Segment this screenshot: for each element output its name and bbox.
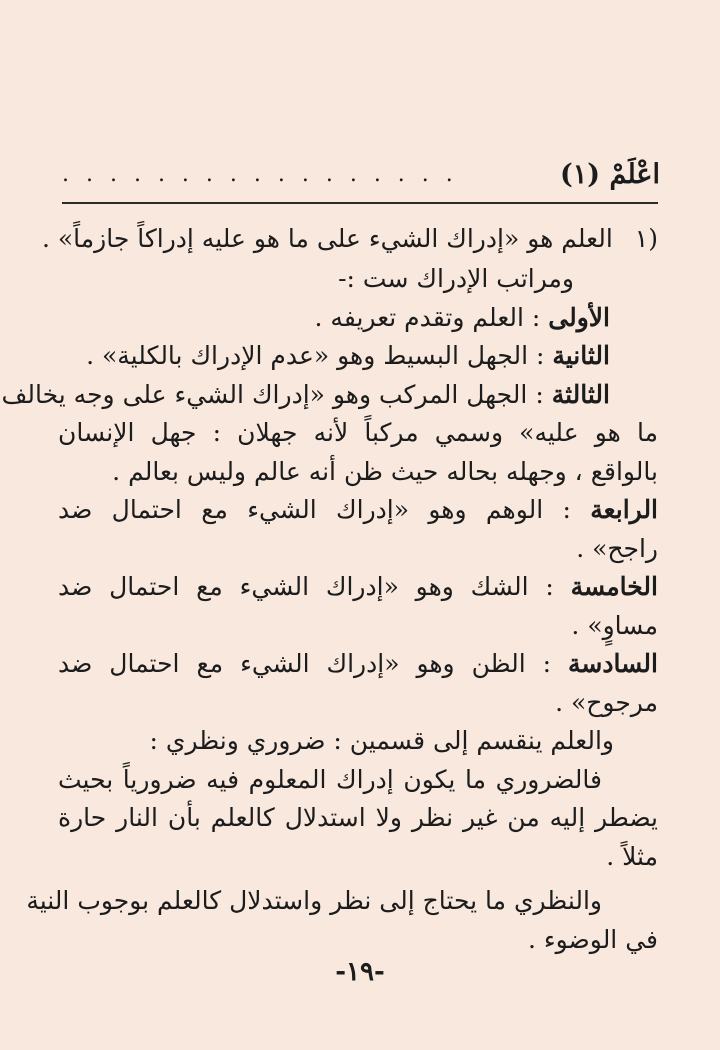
footnote-line-5: [1, 376, 658, 415]
footnote-line-5-text: : الجهل المركب وهو «إدراك الشيء على وجه يخالف: [1, 379, 544, 409]
footnote-line-15-text: فالضروري ما يكون إدراك المعلوم فيه ضرورياً بحيث: [58, 764, 602, 794]
section-heading: [62, 150, 660, 198]
footnote-line-19: [58, 921, 658, 960]
footnote-line-7: [58, 453, 658, 492]
footnote-line-8: [58, 491, 658, 530]
footnote-line-15: [58, 761, 658, 800]
rank-first-label: الأولى: [548, 302, 610, 332]
rank-third-label: الثالثة: [551, 379, 610, 409]
page-number: -١٩-: [335, 957, 385, 987]
rank-fifth-label: الخامسة: [570, 572, 658, 601]
footnote-line-8-text: : الوهم وهو «إدراك الشيء مع احتمال ضد: [58, 495, 571, 524]
rank-second-label: الثانية: [552, 341, 610, 370]
footnote-line-2-text: ومراتب الإدراك ست :-: [338, 264, 574, 293]
footnote-line-3-text: : العلم وتقدم تعريفه .: [314, 302, 541, 332]
footnote-line-6-text: ما هو عليه» وسمي مركباً لأنه جهلان : جهل الإنسان: [58, 418, 658, 447]
footnote-line-17: [58, 838, 658, 877]
footnote-line-10: [58, 568, 658, 607]
rank-sixth-label: السادسة: [568, 649, 658, 678]
footnote-line-14: [58, 722, 658, 761]
footnote-line-12-text: : الظن وهو «إدراك الشيء مع احتمال ضد: [58, 649, 552, 678]
footnote-line-4: [58, 337, 658, 376]
footnote-separator: [62, 202, 658, 204]
footnote-line-16-text: يضطر إليه من غير نظر ولا استدلال كالعلم بأن النار حارة: [58, 803, 658, 832]
heading-dots: . . . . . . . . . . . . . . . . .: [62, 161, 458, 187]
footnote-line-11: [58, 607, 658, 646]
footnote-line-13-text: مرجوح» .: [555, 687, 658, 717]
rank-fourth-label: الرابعة: [590, 495, 659, 524]
footnote-line-18-text: والنظري ما يحتاج إلى نظر واستدلال كالعلم بوجوب النية: [26, 886, 602, 915]
footnote-line-14-text: والعلم ينقسم إلى قسمين : ضروري ونظري :: [149, 726, 614, 755]
footnote-line-11-text: مساوٍ» .: [571, 610, 658, 640]
footnote-line-12: [58, 645, 658, 684]
footnote-line-7-text: بالواقع ، وجهله بحاله حيث ظن أنه عالم وليس بعالم .: [112, 456, 658, 486]
footnote-line-19-text: في الوضوء .: [527, 924, 658, 954]
footnote-line-6: [58, 414, 658, 453]
footnote-line-16: [58, 799, 658, 838]
footnote-marker: (١: [634, 224, 658, 253]
footnote-line-9: [58, 530, 658, 569]
footnote-line-2: [58, 260, 658, 299]
footnote-line-1-text: العلم هو «إدراك الشيء على ما هو عليه إدراكاً جازماً» .: [41, 224, 613, 253]
footnote-line-18: [26, 882, 658, 921]
footnote-line-13: [58, 684, 658, 723]
footnote-line-1: [41, 220, 658, 260]
footnote-line-9-text: راجح» .: [576, 533, 658, 563]
footnote-line-10-text: : الشك وهو «إدراك الشيء مع احتمال ضد: [58, 572, 554, 601]
footnote-line-4-text: : الجهل البسيط وهو «عدم الإدراك بالكلية» .: [86, 341, 545, 370]
heading-title: اعْلَمْ (١): [560, 158, 660, 190]
footnote-line-17-text: مثلاً .: [606, 841, 658, 871]
footnote-block: [1, 220, 659, 959]
footnote-line-3: [58, 299, 658, 338]
